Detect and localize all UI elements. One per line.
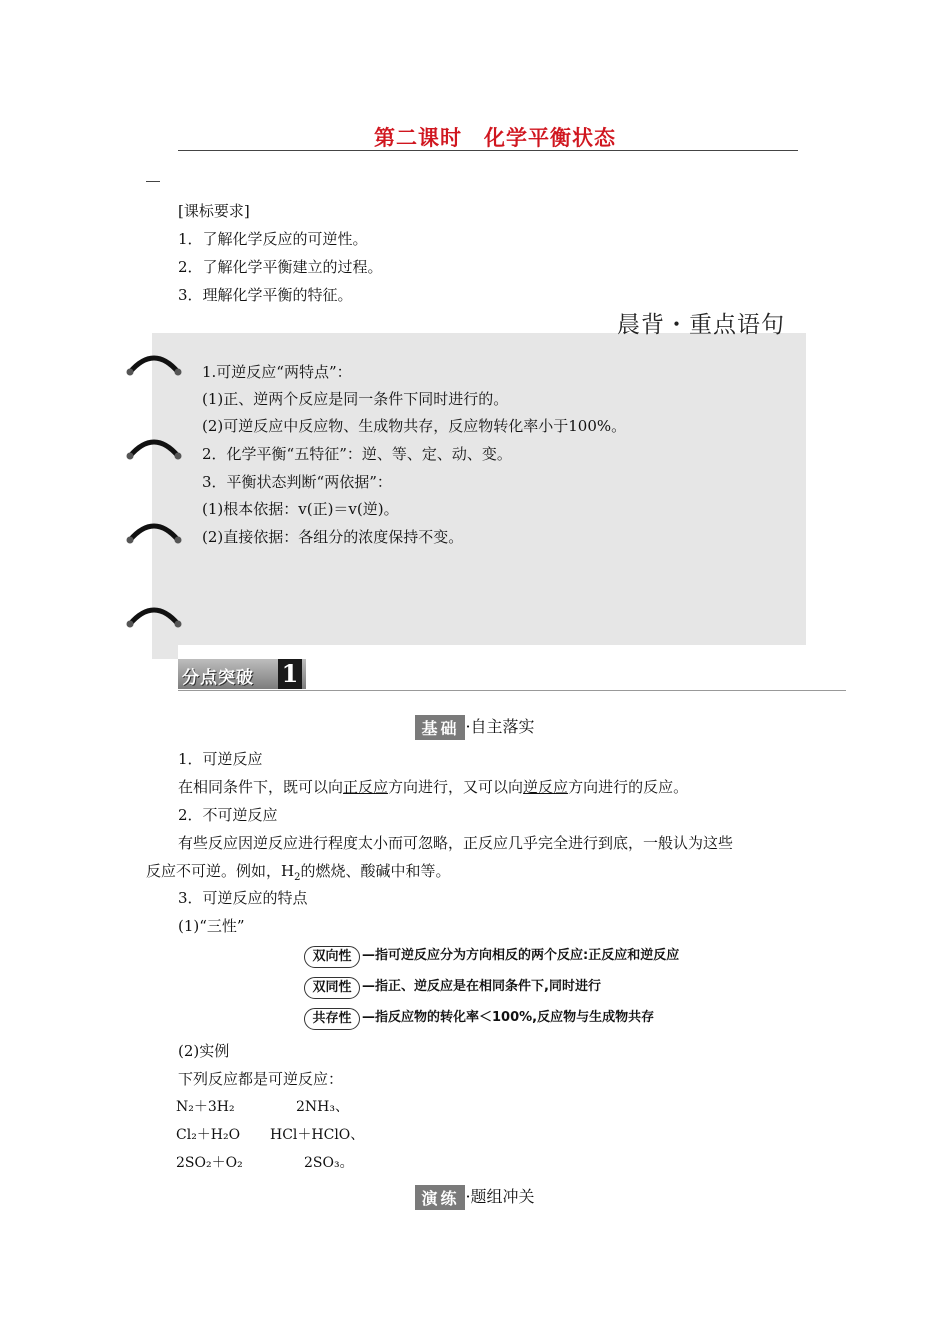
reaction-left: N₂＋3H₂ bbox=[176, 1099, 235, 1115]
reaction-right: 2NH₃、 bbox=[296, 1099, 349, 1115]
section-badge-number: 1 bbox=[278, 659, 302, 689]
section-divider bbox=[178, 690, 846, 691]
key-line: (1)正、逆两个反应是同一条件下同时进行的。 bbox=[202, 390, 509, 408]
page-title: 第二课时 化学平衡状态 bbox=[374, 125, 616, 150]
key-points-banner: 晨背・重点语句 bbox=[617, 312, 785, 338]
paragraph: 下列反应都是可逆反应： bbox=[178, 1070, 344, 1088]
subheading: (1)“三性” bbox=[178, 917, 245, 935]
section-heading-box: 基础 bbox=[415, 715, 465, 740]
key-line: 3．平衡状态判断“两依据”： bbox=[202, 473, 392, 491]
text: 指反应物的转化率＜100%,反应物与生成物共存 bbox=[375, 1010, 655, 1025]
heading: 1．可逆反应 bbox=[178, 750, 263, 768]
three-properties-diagram bbox=[304, 944, 724, 1036]
section-heading-box: 演练 bbox=[415, 1185, 465, 1210]
requirement-item: 3．理解化学平衡的特征。 bbox=[178, 286, 353, 304]
reaction-right: 2SO₃。 bbox=[304, 1155, 354, 1171]
underlined-term: 正反应 bbox=[343, 778, 389, 796]
key-line: (2)可逆反应中反应物、生成物共存，反应物转化率小于100%。 bbox=[202, 417, 627, 435]
section-badge-label: 分点突破 bbox=[182, 668, 254, 688]
reaction-left: Cl₂＋H₂O bbox=[176, 1127, 241, 1143]
requirement-item: 1．了解化学反应的可逆性。 bbox=[178, 230, 368, 248]
binder-ring-icon bbox=[124, 518, 184, 544]
text: 在相同条件下，既可以向 bbox=[178, 778, 344, 796]
property-pill: 双同性 bbox=[304, 977, 360, 999]
title-divider bbox=[178, 150, 798, 151]
subheading: (2)实例 bbox=[178, 1042, 230, 1060]
paragraph bbox=[178, 774, 688, 801]
property-desc: —指可逆反应分为方向相反的两个反应:正反应和逆反应 bbox=[362, 948, 680, 963]
key-line: 1.可逆反应“两特点”： bbox=[202, 363, 352, 381]
property-pill: 双向性 bbox=[304, 946, 360, 968]
binder-ring-icon bbox=[124, 434, 184, 460]
key-line: (1)根本依据：v(正)＝v(逆)。 bbox=[202, 500, 399, 518]
text: 指正、逆反应是在相同条件下,同时进行 bbox=[375, 979, 601, 994]
text: 反应不可逆。例如，H bbox=[146, 862, 295, 880]
property-pill: 共存性 bbox=[304, 1008, 360, 1030]
section-badge bbox=[178, 659, 306, 689]
subscript: 2 bbox=[294, 872, 301, 883]
property-desc: —指正、逆反应是在相同条件下,同时进行 bbox=[362, 979, 601, 994]
binder-ring-icon bbox=[124, 350, 184, 376]
reaction-left: 2SO₂＋O₂ bbox=[176, 1155, 243, 1171]
requirements-header: [课标要求] bbox=[178, 202, 250, 220]
underlined-term: 逆反应 bbox=[523, 778, 569, 796]
key-line: 2．化学平衡“五特征”：逆、等、定、动、变。 bbox=[202, 445, 512, 463]
reaction-right: HCl＋HClO、 bbox=[270, 1127, 365, 1143]
requirement-item: 2．了解化学平衡建立的过程。 bbox=[178, 258, 383, 276]
paragraph: 有些反应因逆反应进行程度太小而可忽略，正反应几乎完全进行到底，一般认为这些 bbox=[178, 834, 734, 852]
heading: 3．可逆反应的特点 bbox=[178, 889, 308, 907]
property-desc: —指反应物的转化率＜100%,反应物与生成物共存 bbox=[362, 1010, 655, 1025]
section-heading-text: ·题组冲关 bbox=[465, 1187, 535, 1206]
key-points-box-tab bbox=[152, 645, 178, 659]
text: 指可逆反应分为方向相反的两个反应:正反应和逆反应 bbox=[375, 948, 680, 963]
binder-ring-icon bbox=[124, 602, 184, 628]
key-line: (2)直接依据：各组分的浓度保持不变。 bbox=[202, 528, 464, 546]
text: 的燃烧、酸碱中和等。 bbox=[300, 862, 451, 880]
title-divider-tail bbox=[146, 181, 160, 182]
section-heading-practice bbox=[0, 1184, 950, 1210]
section-heading-basic bbox=[0, 714, 950, 740]
heading: 2．不可逆反应 bbox=[178, 806, 278, 824]
text: 方向进行的反应。 bbox=[568, 778, 689, 796]
text: 方向进行，又可以向 bbox=[388, 778, 524, 796]
section-heading-text: ·自主落实 bbox=[465, 717, 535, 736]
